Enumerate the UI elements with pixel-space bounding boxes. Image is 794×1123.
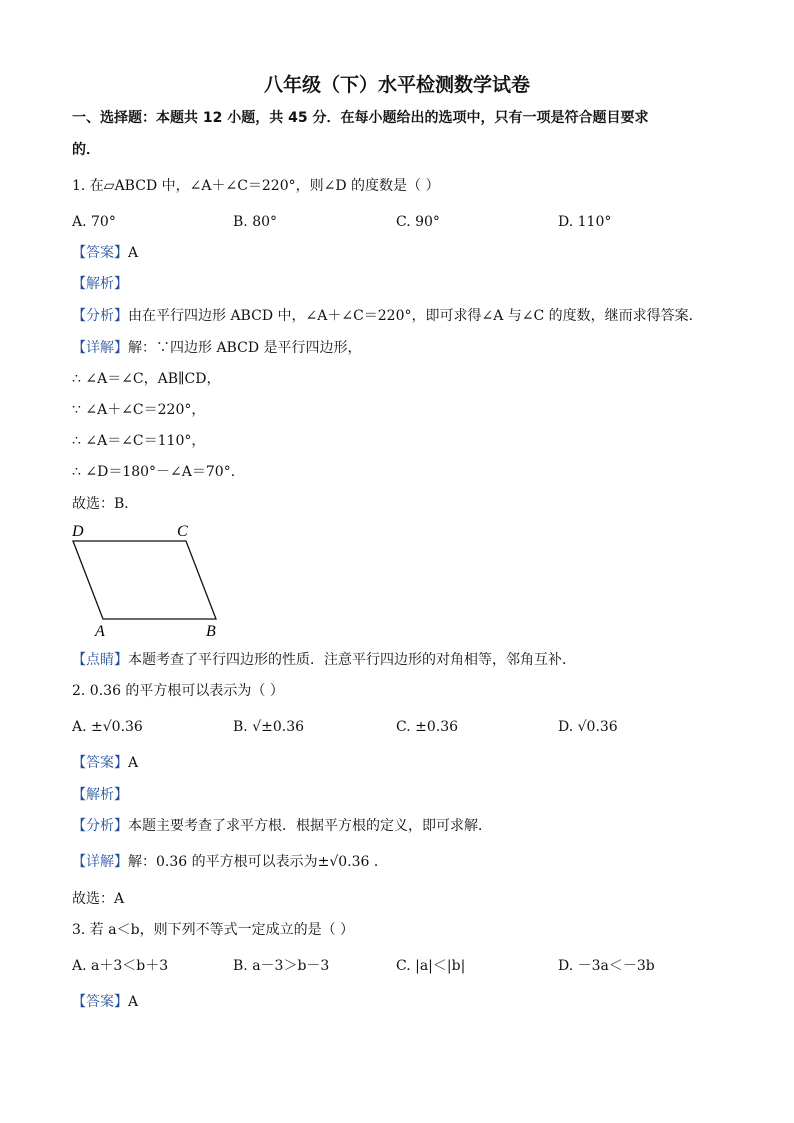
q3-option-a: A. a＋3＜b＋3 bbox=[72, 958, 169, 974]
q1-analysis-line bbox=[72, 274, 128, 294]
dianjing-tag: 【点睛】 bbox=[72, 652, 128, 668]
q1-answer-line bbox=[72, 243, 138, 263]
q1-fenxi-line bbox=[72, 306, 703, 326]
answer-tag: 【答案】 bbox=[72, 994, 128, 1010]
q1-step-4: ∴ ∠D＝180°－∠A＝70°． bbox=[72, 464, 245, 480]
q3-stem: 3. 若 a＜b，则下列不等式一定成立的是（ ） bbox=[72, 922, 355, 938]
analysis-tag: 【解析】 bbox=[72, 787, 128, 803]
q3-answer: A bbox=[128, 994, 139, 1010]
q2-answer: A bbox=[128, 755, 139, 771]
q2-stem: 2. 0.36 的平方根可以表示为（ ） bbox=[72, 683, 284, 699]
q1-xiangjie: 解：∵四边形 ABCD 是平行四边形， bbox=[128, 340, 362, 356]
q1-xiangjie-line bbox=[72, 338, 362, 358]
answer-tag: 【答案】 bbox=[72, 245, 128, 261]
q3-answer-line bbox=[72, 992, 138, 1012]
q1-stem: 1. 在▱ABCD 中，∠A＋∠C＝220°，则∠D 的度数是（ ） bbox=[72, 178, 440, 194]
q1-option-b: B. 80° bbox=[233, 214, 278, 230]
vertex-label-d: D bbox=[72, 523, 84, 540]
fenxi-tag: 【分析】 bbox=[72, 818, 128, 834]
q2-option-b: B. √±0.36 bbox=[233, 719, 305, 735]
q2-xiangjie-line bbox=[72, 852, 388, 872]
parallelogram-shape bbox=[73, 541, 216, 619]
vertex-label-b: B bbox=[206, 623, 216, 640]
q3-option-b: B. a－3＞b－3 bbox=[233, 958, 330, 974]
xiangjie-tag: 【详解】 bbox=[72, 854, 128, 870]
q1-answer: A bbox=[128, 245, 139, 261]
vertex-label-c: C bbox=[177, 523, 188, 540]
q1-dianjing-line bbox=[72, 650, 576, 670]
answer-tag: 【答案】 bbox=[72, 755, 128, 771]
q1-step-3: ∴ ∠A＝∠C＝110°， bbox=[72, 433, 206, 449]
q2-option-c: C. ±0.36 bbox=[396, 719, 459, 735]
page-title: 八年级（下）水平检测数学试卷 bbox=[263, 74, 530, 96]
q2-option-d: D. √0.36 bbox=[558, 719, 618, 735]
q1-option-a: A. 70° bbox=[72, 214, 116, 230]
q1-dianjing: 本题考查了平行四边形的性质．注意平行四边形的对角相等，邻角互补． bbox=[128, 652, 576, 668]
q2-xiangjie: 解：0.36 的平方根可以表示为±√0.36 ． bbox=[128, 854, 388, 870]
section-heading: 一、选择题：本题共 12 小题，共 45 分．在每小题给出的选项中，只有一项是符合题目要求 bbox=[72, 110, 649, 126]
q1-option-d: D. 110° bbox=[558, 214, 612, 230]
q1-step-1: ∴ ∠A＝∠C，AB∥CD， bbox=[72, 371, 221, 387]
q1-option-c: C. 90° bbox=[396, 214, 440, 230]
q2-answer-line bbox=[72, 753, 138, 773]
q2-fenxi-line bbox=[72, 816, 492, 836]
xiangjie-tag: 【详解】 bbox=[72, 340, 128, 356]
vertex-label-a: A bbox=[95, 623, 105, 640]
section-heading-cont: 的． bbox=[72, 142, 100, 158]
analysis-tag: 【解析】 bbox=[72, 276, 128, 292]
q2-option-a: A. ±√0.36 bbox=[72, 719, 143, 735]
q3-option-c: C. |a|＜|b| bbox=[396, 958, 466, 974]
q2-analysis-line bbox=[72, 785, 128, 805]
q1-choose: 故选：B． bbox=[72, 496, 139, 512]
fenxi-tag: 【分析】 bbox=[72, 308, 128, 324]
q1-fenxi: 由在平行四边形 ABCD 中，∠A＋∠C＝220°，即可求得∠A 与∠C 的度数，继而求得答案． bbox=[128, 308, 703, 324]
q1-step-2: ∵ ∠A＋∠C＝220°， bbox=[72, 402, 206, 418]
q2-choose: 故选：A bbox=[72, 891, 125, 907]
q2-fenxi: 本题主要考查了求平方根．根据平方根的定义，即可求解． bbox=[128, 818, 492, 834]
q3-option-d: D. －3a＜－3b bbox=[558, 958, 655, 974]
